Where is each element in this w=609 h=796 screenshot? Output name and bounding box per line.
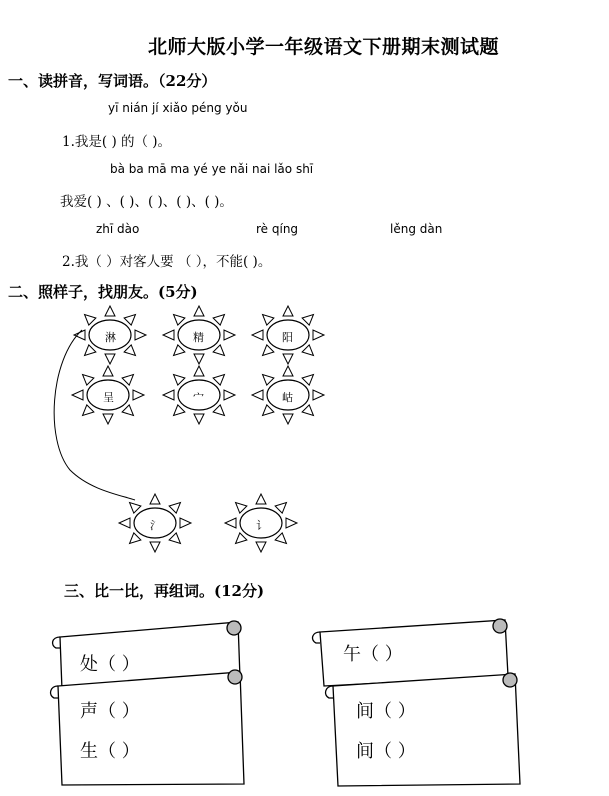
page-title: 北师大版小学一年级语文下册期末测试题 [148, 36, 500, 58]
sun-char-top-1: 淋 [105, 331, 116, 344]
sun-char-mid-3: 岵 [282, 391, 293, 404]
pinyin-row-3a: zhī dào [96, 222, 140, 236]
pinyin-row-1: yī nián jí xiǎo péng yǒu [108, 101, 248, 115]
pinyin-row-2: bà ba mā ma yé ye nǎi nai lǎo shī [110, 162, 314, 176]
left-scroll-top-text: 处（ ） [80, 654, 140, 675]
sun-char-mid-1: 呈 [103, 391, 114, 404]
left-scroll-bottom-text-2: 生（ ） [80, 741, 140, 762]
section3-heading: 三、比一比，再组词。(12分) [64, 582, 265, 600]
question-line-2: 我爱( ) 、( )、( )、( )、( )。 [60, 194, 233, 210]
right-scroll-top-text: 午（ ） [343, 644, 403, 665]
pinyin-row-3b: rè qíng [256, 222, 299, 236]
left-scroll-bottom-text-1: 声（ ） [80, 701, 140, 722]
right-scroll-bottom-text-2: 间（ ） [356, 741, 416, 762]
sun-char-top-2: 精 [193, 331, 204, 344]
question-line-3: 2.我（ ）对客人要 （ ），不能( )。 [62, 254, 272, 270]
right-scroll-bottom-text-1: 间（ ） [356, 701, 416, 722]
connector-line [54, 330, 135, 500]
section2-heading: 二、照样子，找朋友。(5分) [8, 283, 198, 301]
pinyin-row-3c: lěng dàn [390, 222, 443, 236]
section1-heading: 一、读拼音，写词语。（22分） [8, 72, 217, 90]
question-line-1: 1.我是( ) 的（ )。 [62, 134, 172, 150]
sun-char-bottom-2: 讠 [256, 519, 267, 532]
left-scroll-bottom-shape [51, 670, 244, 785]
sun-char-top-3: 阳 [282, 331, 293, 344]
right-scroll-bottom-shape [326, 673, 520, 786]
sun-char-bottom-1: 氵 [150, 519, 161, 532]
sun-char-mid-2: 宀 [193, 391, 204, 404]
